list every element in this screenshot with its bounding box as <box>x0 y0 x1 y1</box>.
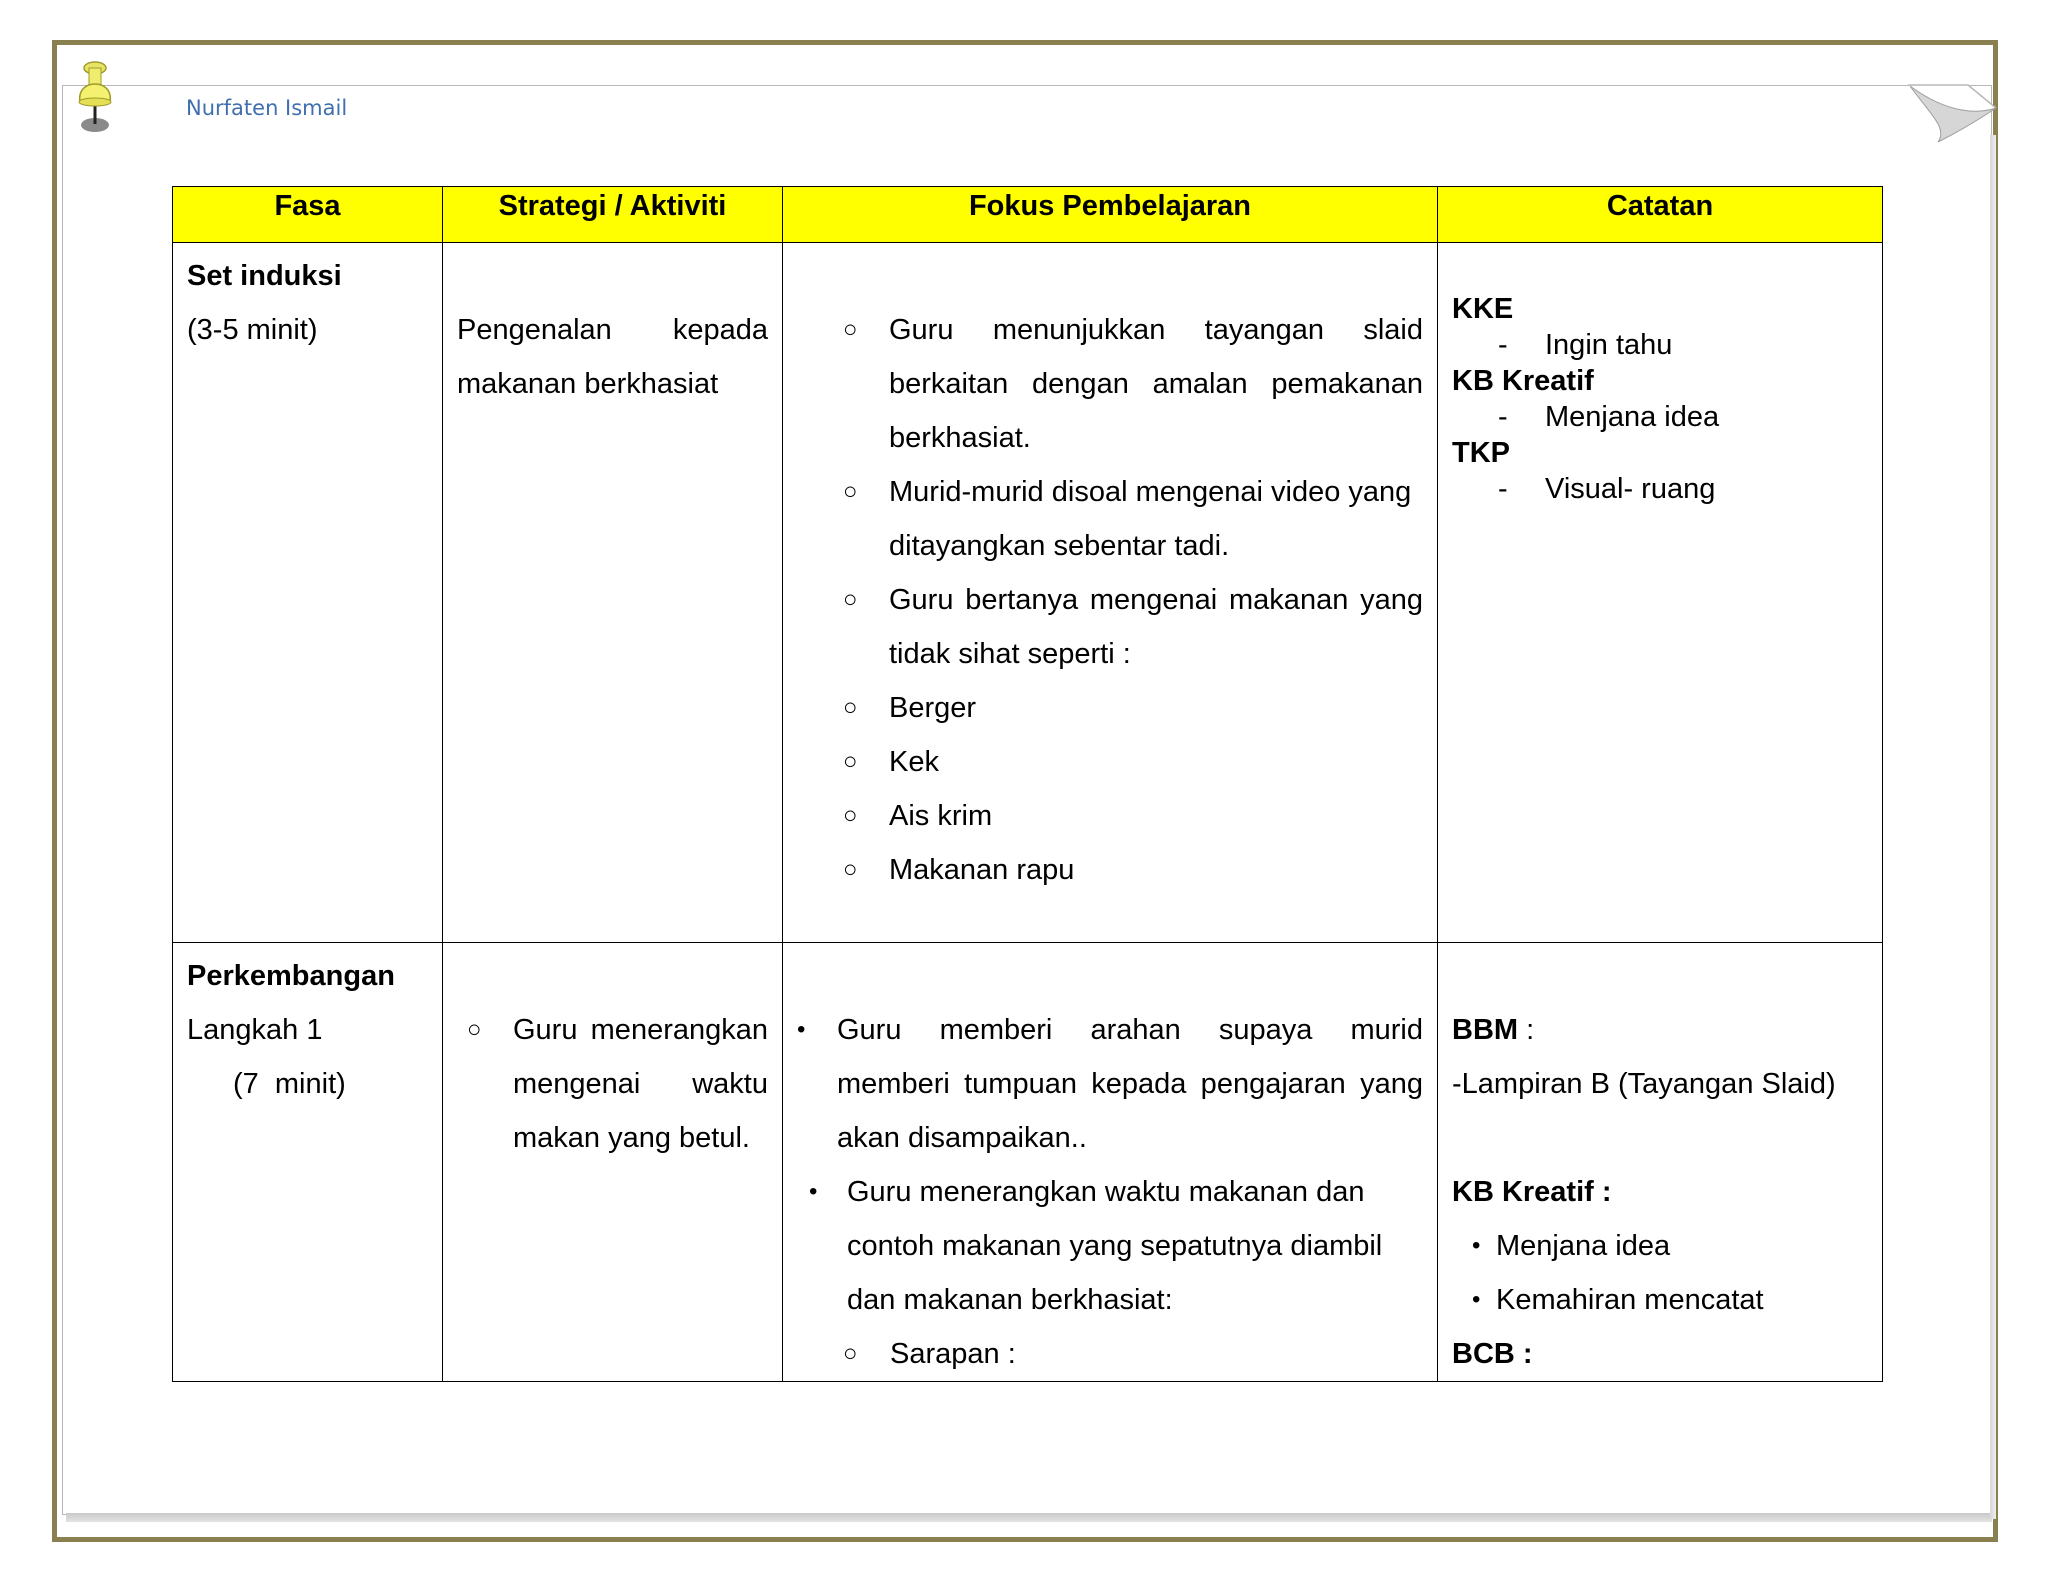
header-fasa: Fasa <box>173 187 443 243</box>
cell-fokus <box>783 243 1438 943</box>
table-header-row <box>173 187 1883 243</box>
list-item: • Kemahiran mencatat <box>1452 1273 1868 1327</box>
phase-step: Langkah 1 <box>187 1014 323 1046</box>
list-item: ○ Makanan rapu <box>843 854 1075 886</box>
list-item: • Guru memberi arahan supaya murid memberi tumpuan kepada pengajaran yang akan disampaikan.. <box>797 1003 1423 1165</box>
page-curl-icon <box>1908 84 1998 144</box>
list-item: ○ Guru menerangkan mengenai waktu makan yang betul. <box>467 1003 768 1165</box>
phase-title: Perkembangan <box>187 960 395 992</box>
note-bbm-item: -Lampiran B (Tayangan Slaid) <box>1452 1068 1836 1100</box>
phase-time: (3-5 minit) <box>187 314 318 346</box>
list-item: ○ Guru menunjukkan tayangan slaid berkaitan dengan amalan pemakanan berkhasiat. <box>843 314 1423 454</box>
cell-fasa <box>173 243 443 943</box>
header-fokus: Fokus Pembelajaran <box>783 187 1438 243</box>
note-heading-tkp: TKP <box>1452 437 1510 469</box>
list-item: ○ Murid-murid disoal mengenai video yang ditayangkan sebentar tadi. <box>843 476 1412 562</box>
list-item: ○ Guru bertanya mengenai makanan yang tidak sihat seperti : <box>843 584 1423 670</box>
note-item: - Visual- ruang <box>1498 473 1716 505</box>
page-shadow-right <box>1990 135 1996 1519</box>
note-heading-kb-kreatif: KB Kreatif : <box>1452 1176 1612 1208</box>
list-item: ○ Berger <box>843 692 977 724</box>
cell-catatan <box>1438 943 1883 1382</box>
note-heading-kke: KKE <box>1452 293 1514 325</box>
note-item: - Menjana idea <box>1498 401 1720 433</box>
bullet-dot: • <box>809 1178 818 1205</box>
cell-fokus <box>783 943 1438 1382</box>
page-shadow <box>66 1513 1992 1522</box>
note-heading-bcb: BCB : <box>1452 1338 1533 1370</box>
table-row <box>173 243 1883 943</box>
list-item: • Menjana idea <box>1452 1219 1868 1273</box>
header-catatan: Catatan <box>1438 187 1883 243</box>
lesson-plan-table <box>172 186 1883 1382</box>
strategy-text: Guru menerangkan mengenai waktu makan yang betul. <box>513 1014 768 1154</box>
focus-list <box>843 303 1423 897</box>
bullet-dot: • <box>1472 1232 1481 1259</box>
list-item: ○ Kek <box>843 746 939 778</box>
list-item: ○ Sarapan : <box>843 1338 1016 1370</box>
table-row <box>173 943 1883 1382</box>
pushpin-icon <box>72 60 118 136</box>
list-item: ○ Ais krim <box>843 800 993 832</box>
phase-title: Set induksi <box>187 260 342 292</box>
cell-strategi <box>443 943 783 1382</box>
note-heading-kb-kreatif: KB Kreatif <box>1452 365 1594 397</box>
note-bbm: BBM : <box>1452 1014 1535 1046</box>
cell-catatan <box>1438 243 1883 943</box>
cell-strategi <box>443 243 783 943</box>
strategy-text: Pengenalan kepada makanan berkhasiat <box>457 314 768 400</box>
note-item: - Ingin tahu <box>1498 329 1673 361</box>
list-item: • Guru menerangkan waktu makanan dan contoh makanan yang sepatutnya diambil dan makanan berkhasiat: <box>799 1165 1423 1327</box>
bullet-dot: • <box>1472 1286 1481 1313</box>
bullet-dot: • <box>797 1016 806 1043</box>
cell-fasa <box>173 943 443 1382</box>
header-strategi: Strategi / Aktiviti <box>443 187 783 243</box>
phase-time: (7 minit) <box>233 1068 346 1100</box>
author-name: Nurfaten Ismail <box>186 96 348 120</box>
